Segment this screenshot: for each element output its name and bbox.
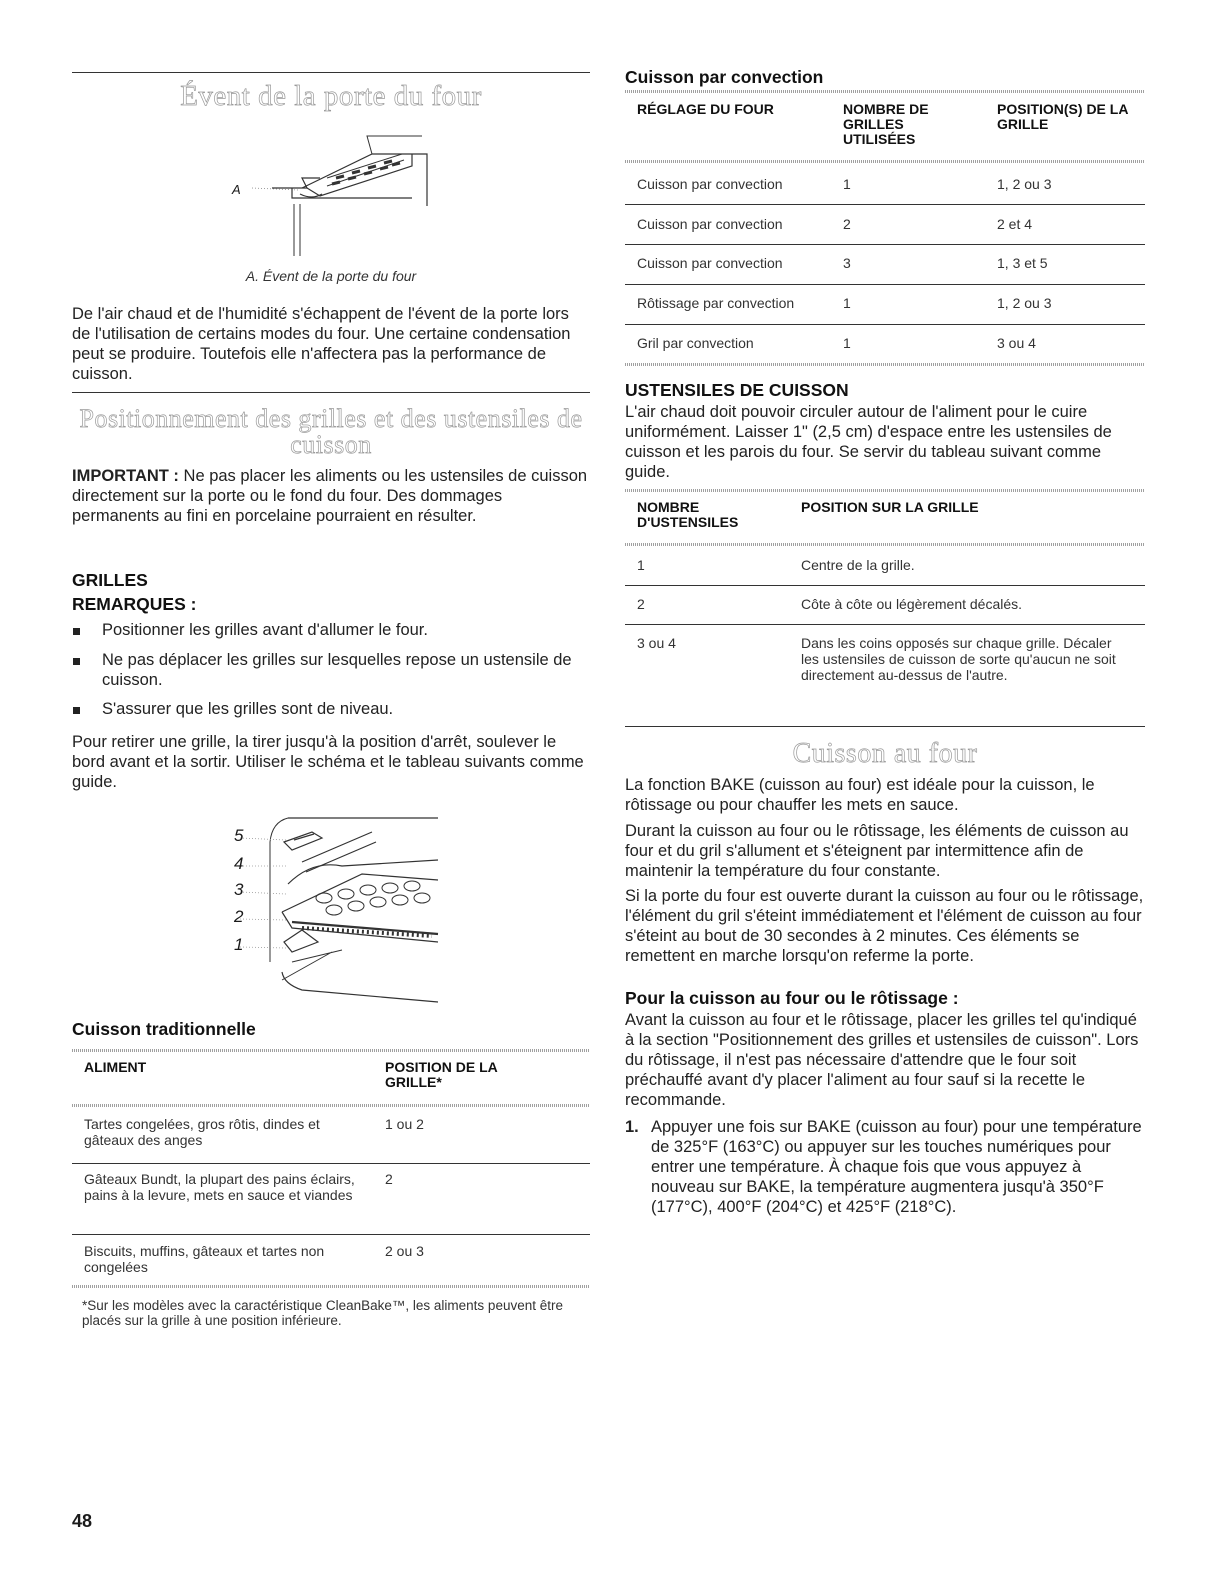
table-top-rule (72, 1049, 590, 1052)
table-cell: Biscuits, muffins, gâteaux et tartes non congelées (84, 1243, 325, 1275)
rack-number-label: 5 (234, 826, 244, 845)
table-cell: 3 ou 4 (997, 335, 1036, 351)
section-divider (72, 392, 590, 393)
table-header-rule (72, 1104, 590, 1107)
remove-rack-paragraph: Pour retirer une grille, la tirer jusqu'à la position d'arrêt, soulever le bord avant et la sortir. Utiliser le schéma et le tableau suivants comme guide. (72, 733, 584, 791)
table-cell: 1 ou 2 (385, 1116, 424, 1132)
step-text: Appuyer une fois sur BAKE (cuisson au four) pour une température de 325°F (163°C) ou appuyer sur les touches numériques pour entrer une température. À chaque fois que vous appuyez à nouveau sur BAKE, la température augmentera jusqu'à 350°F (177°C), 400°F (204°C) et 425°F (218°C). (651, 1118, 1142, 1216)
table-row-divider (625, 324, 1145, 325)
important-label: IMPORTANT : (72, 467, 179, 485)
table-header-rule (625, 160, 1145, 163)
rack-number-label: 1 (234, 935, 244, 954)
rack-number-label: 2 (234, 907, 244, 926)
table-top-rule (625, 489, 1145, 492)
table-cell: 1 (843, 176, 851, 192)
footnote: *Sur les modèles avec la caractéristique CleanBake™, les aliments peuvent être placés sur la grille à une position inférieure. (82, 1298, 563, 1328)
table-cell: Gril par convection (637, 335, 754, 351)
vent-paragraph: De l'air chaud et de l'humidité s'échappent de l'évent de la porte lors de l'utilisation de certains modes du four. Une certaine condensation peut se produire. Toutefois elle n'affectera pas la performance de cuisson. (72, 305, 571, 383)
table-cell: 2 ou 3 (385, 1243, 424, 1259)
table-cell: 1 (637, 557, 645, 573)
table-cell: 3 ou 4 (637, 635, 676, 651)
bullet-item: Positionner les grilles avant d'allumer le four. (102, 621, 428, 639)
table-header-cell: NOMBRE DE GRILLES UTILISÉES (843, 101, 929, 147)
cookware-paragraph: L'air chaud doit pouvoir circuler autour de l'aliment pour le cuire uniformément. Laisser 1" (2,5 cm) d'espace entre les ustensiles de cuisson et les parois du four. Se servir du tableau suivant comme guide. (625, 403, 1112, 481)
table-header-cell: POSITION SUR LA GRILLE (801, 499, 979, 515)
table-cell: 1 (843, 335, 851, 351)
bullet-marker (73, 628, 80, 635)
table-cell: 1, 2 ou 3 (997, 295, 1052, 311)
table-row-divider (625, 244, 1145, 245)
section-title-baking: Cuisson au four (792, 738, 978, 769)
table-bottom-rule (72, 1285, 590, 1288)
table-cell: Dans les coins opposés sur chaque grille. Décaler les ustensiles de cuisson de sorte qu'aucun ne soit directement au-dessus de l'autre. (801, 635, 1116, 683)
cookware-heading: USTENSILES DE CUISSON (625, 380, 849, 400)
baking-paragraph: Avant la cuisson au four et le rôtissage, placer les grilles tel qu'indiqué à la section "Positionnement des grilles et ustensiles de cuisson". Lors du rôtissage, il n'est pas nécessaire d'attendre que le four soit préchauffé avant d'y placer l'aliment au four sauf si la recette le recommande. (625, 1011, 1139, 1109)
table-bottom-rule (625, 363, 1145, 366)
table-cell: 2 (637, 596, 645, 612)
bullet-marker (73, 658, 80, 665)
table-cell: 2 (843, 216, 851, 232)
baking-paragraph: La fonction BAKE (cuisson au four) est idéale pour la cuisson, le rôtissage ou pour chauffer les mets en sauce. (625, 776, 1095, 814)
table-cell: Gâteaux Bundt, la plupart des pains éclairs, pains à la levure, mets en sauce et viandes (84, 1171, 355, 1203)
page-number: 48 (72, 1511, 93, 1531)
table-header-cell: POSITION DE LA GRILLE* (385, 1059, 498, 1090)
table-row-divider (625, 585, 1145, 586)
traditional-baking-heading: Cuisson traditionnelle (72, 1019, 256, 1039)
table-row-divider (625, 624, 1145, 625)
table-top-rule (625, 90, 1145, 93)
step-number: 1. (625, 1118, 639, 1136)
table-header-cell: RÉGLAGE DU FOUR (637, 101, 774, 117)
table-cell: 2 et 4 (997, 216, 1033, 232)
table-cell: 1, 3 et 5 (997, 255, 1048, 271)
vent-caption: A. Évent de la porte du four (245, 268, 417, 284)
table-cell: Rôtissage par convection (637, 295, 795, 311)
table-header-cell: POSITION(S) DE LA GRILLE (997, 101, 1128, 132)
table-row-divider (625, 204, 1145, 205)
vent-callout-label: A (232, 182, 241, 197)
bullet-item: S'assurer que les grilles sont de niveau. (102, 700, 394, 718)
table-cell: Cuisson par convection (637, 216, 783, 232)
table-header-rule (625, 543, 1145, 546)
table-cell: Tartes congelées, gros rôtis, dindes et gâteaux des anges (84, 1116, 320, 1148)
table-cell: Côte à côte ou légèrement décalés. (801, 596, 1023, 612)
table-row-divider (72, 1163, 590, 1164)
rack-number-label: 3 (234, 880, 244, 899)
convection-heading: Cuisson par convection (625, 67, 824, 87)
table-header-cell: NOMBRE D'USTENSILES (637, 499, 739, 530)
table-cell: 3 (843, 255, 851, 271)
baking-paragraph: Durant la cuisson au four ou le rôtissage, les éléments de cuisson au four et du gril s'allument et s'éteignent par intermittence afin de maintenir la température du four constante. (625, 822, 1129, 880)
baking-subheading: Pour la cuisson au four ou le rôtissage : (625, 988, 959, 1008)
section-title-racks-line2: cuisson (290, 430, 372, 459)
table-row-divider (72, 1234, 590, 1235)
table-cell: Cuisson par convection (637, 176, 783, 192)
table-cell: Centre de la grille. (801, 557, 915, 573)
important-paragraph (72, 466, 590, 526)
rack-number-label: 4 (234, 854, 244, 873)
section-title-racks-line1: Positionnement des grilles et des ustensiles de (79, 404, 583, 433)
table-cell: Cuisson par convection (637, 255, 783, 271)
table-cell: 2 (385, 1171, 393, 1187)
rack-positions-illustration (222, 802, 522, 1010)
section-divider (72, 72, 590, 73)
remarques-heading: REMARQUES : (72, 594, 197, 614)
table-cell: 1, 2 ou 3 (997, 176, 1052, 192)
oven-door-vent-illustration (232, 126, 532, 260)
important-text: Ne pas placer les aliments ou les ustensiles de cuisson directement sur la porte ou le fond du four. Des dommages permanents au fini en porcelaine pourraient en résulter. (72, 467, 588, 525)
baking-paragraph: Si la porte du four est ouverte durant la cuisson au four ou le rôtissage, l'élément du gril s'éteint immédiatement et l'élément de cuisson au four s'éteint au bout de 30 secondes à 2 minutes. Ces éléments se remettent en marche lorsqu'on referme la porte. (625, 887, 1144, 965)
table-header-cell: ALIMENT (84, 1059, 147, 1075)
grilles-heading: GRILLES (72, 570, 148, 590)
section-title-oven-vent: Évent de la porte du four (180, 80, 482, 112)
bullet-item: Ne pas déplacer les grilles sur lesquelles repose un ustensile de cuisson. (102, 651, 572, 689)
bullet-marker (73, 707, 80, 714)
section-divider (625, 726, 1145, 727)
table-row-divider (625, 284, 1145, 285)
table-cell: 1 (843, 295, 851, 311)
